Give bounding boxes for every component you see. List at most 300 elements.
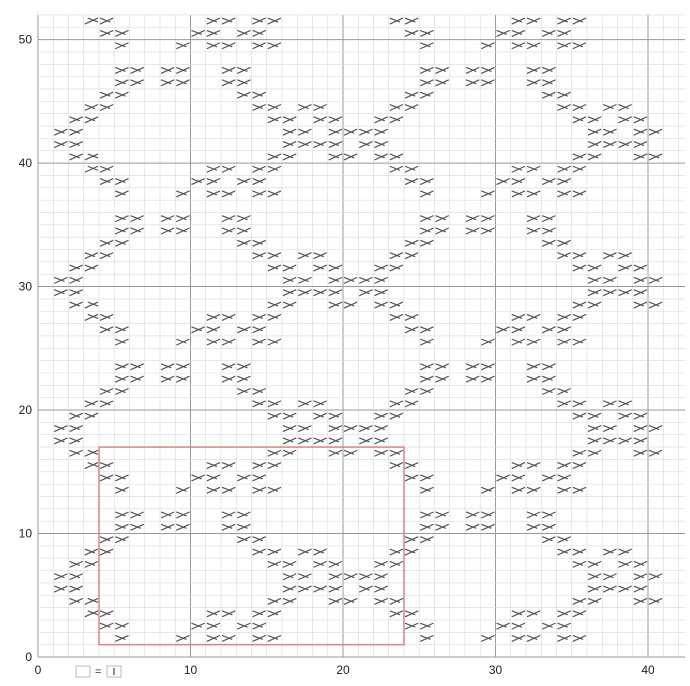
cross-stitch-symbol <box>253 30 266 36</box>
cross-stitch-symbol <box>222 216 235 222</box>
cross-stitch-symbol <box>481 512 494 518</box>
cross-stitch-symbol <box>375 574 388 580</box>
cross-stitch-symbol <box>100 240 113 246</box>
cross-stitch-symbol <box>619 142 632 148</box>
cross-stitch-symbol <box>85 450 98 456</box>
cross-stitch-symbol <box>542 524 555 530</box>
cross-stitch-symbol <box>100 327 113 333</box>
cross-stitch-symbol <box>390 611 403 617</box>
cross-stitch-symbol <box>253 240 266 246</box>
cross-stitch-symbol <box>222 524 235 530</box>
cross-stitch-symbol <box>115 228 128 234</box>
cross-stitch-symbol <box>54 426 67 432</box>
cross-stitch-symbol <box>253 179 266 185</box>
cross-stitch-symbol <box>161 512 174 518</box>
cross-stitch-symbol <box>588 290 601 296</box>
cross-stitch-symbol <box>314 290 327 296</box>
cross-stitch-symbol <box>283 142 296 148</box>
cross-stitch-symbol <box>268 265 281 271</box>
cross-stitch-symbol <box>268 302 281 308</box>
cross-stitch-symbol <box>359 586 372 592</box>
cross-stitch-symbol <box>298 142 311 148</box>
cross-stitch-symbol <box>283 117 296 123</box>
cross-stitch-symbol <box>603 586 616 592</box>
cross-stitch-symbol <box>405 253 418 259</box>
cross-stitch-symbol <box>115 179 128 185</box>
cross-stitch-symbol <box>329 277 342 283</box>
cross-stitch-symbol <box>237 92 250 98</box>
cross-stitch-symbol <box>481 191 494 197</box>
cross-stitch-symbol <box>573 43 586 49</box>
cross-stitch-symbol <box>420 475 433 481</box>
cross-stitch-symbol <box>222 314 235 320</box>
cross-stitch-symbol <box>54 438 67 444</box>
cross-stitch-symbol <box>85 611 98 617</box>
cross-stitch-symbol <box>268 191 281 197</box>
cross-stitch-symbol <box>436 228 449 234</box>
cross-stitch-symbol <box>573 413 586 419</box>
cross-stitch-symbol <box>314 586 327 592</box>
cross-stitch-symbol <box>131 512 144 518</box>
cross-stitch-symbol <box>573 401 586 407</box>
cross-stitch-symbol <box>207 463 220 469</box>
cross-stitch-symbol <box>436 80 449 86</box>
cross-stitch-symbol <box>634 574 647 580</box>
cross-stitch-symbol <box>253 635 266 641</box>
cross-stitch-symbol <box>237 216 250 222</box>
cross-stitch-symbol <box>253 389 266 395</box>
cross-stitch-symbol <box>222 364 235 370</box>
cross-stitch-symbol <box>192 179 205 185</box>
cross-stitch-symbol <box>634 142 647 148</box>
cross-stitch-symbol <box>558 401 571 407</box>
cross-stitch-symbol <box>588 265 601 271</box>
cross-stitch-symbol <box>542 179 555 185</box>
cross-stitch-symbol <box>115 376 128 382</box>
cross-stitch-symbol <box>268 450 281 456</box>
cross-stitch-symbol <box>192 327 205 333</box>
cross-stitch-symbol <box>573 105 586 111</box>
cross-stitch-symbol <box>558 487 571 493</box>
cross-stitch-symbol <box>603 438 616 444</box>
cross-stitch-symbol <box>222 80 235 86</box>
cross-stitch-symbol <box>131 376 144 382</box>
cross-stitch-symbol <box>542 537 555 543</box>
cross-stitch-symbol <box>619 586 632 592</box>
cross-stitch-symbol <box>634 129 647 135</box>
cross-stitch-symbol <box>314 117 327 123</box>
cross-stitch-symbol <box>268 487 281 493</box>
cross-stitch-symbol <box>527 228 540 234</box>
cross-stitch-symbol <box>558 18 571 24</box>
cross-stitch-symbol <box>588 574 601 580</box>
cross-stitch-symbol <box>542 92 555 98</box>
cross-stitch-symbol <box>237 475 250 481</box>
cross-stitch-symbol <box>405 549 418 555</box>
cross-stitch-symbol <box>512 327 525 333</box>
cross-stitch-symbol <box>314 265 327 271</box>
cross-stitch-symbol <box>390 463 403 469</box>
cross-stitch-symbol <box>70 598 83 604</box>
cross-stitch-symbol <box>176 635 189 641</box>
cross-stitch-symbol <box>466 216 479 222</box>
cross-stitch-symbol <box>298 253 311 259</box>
cross-stitch-symbol <box>390 450 403 456</box>
cross-stitch-symbol <box>70 129 83 135</box>
cross-stitch-symbol <box>115 92 128 98</box>
cross-stitch-symbol <box>54 290 67 296</box>
cross-stitch-symbol <box>100 253 113 259</box>
cross-stitch-symbol <box>85 302 98 308</box>
cross-stitch-symbol <box>420 67 433 73</box>
cross-stitch-symbol <box>573 635 586 641</box>
y-tick-label: 40 <box>18 156 32 171</box>
cross-stitch-symbol <box>573 611 586 617</box>
cross-stitch-symbol <box>390 561 403 567</box>
cross-stitch-symbol <box>344 598 357 604</box>
y-tick-label: 30 <box>18 279 32 294</box>
cross-stitch-symbol <box>497 30 510 36</box>
cross-stitch-symbol <box>344 277 357 283</box>
cross-stitch-symbol <box>222 43 235 49</box>
cross-stitch-symbol <box>527 67 540 73</box>
cross-stitch-symbol <box>573 339 586 345</box>
cross-stitch-symbol <box>649 574 662 580</box>
cross-stitch-symbol <box>100 623 113 629</box>
cross-stitch-symbol <box>268 413 281 419</box>
cross-stitch-symbol <box>542 623 555 629</box>
cross-stitch-symbol <box>634 450 647 456</box>
cross-stitch-symbol <box>253 611 266 617</box>
cross-stitch-symbol <box>359 129 372 135</box>
cross-stitch-symbol <box>222 512 235 518</box>
cross-stitch-symbol <box>100 30 113 36</box>
cross-stitch-symbol <box>268 463 281 469</box>
cross-stitch-symbol <box>329 586 342 592</box>
cross-stitch-symbol <box>253 105 266 111</box>
cross-stitch-symbol <box>375 438 388 444</box>
cross-stitch-symbol <box>283 129 296 135</box>
cross-stitch-symbol <box>573 191 586 197</box>
cross-stitch-symbol <box>466 80 479 86</box>
cross-stitch-symbol <box>588 277 601 283</box>
x-tick-label: 20 <box>336 663 350 677</box>
cross-stitch-symbol <box>649 129 662 135</box>
cross-stitch-symbol <box>253 92 266 98</box>
cross-stitch-symbol <box>436 524 449 530</box>
cross-stitch-symbol <box>436 67 449 73</box>
cross-stitch-symbol <box>573 302 586 308</box>
cross-stitch-symbol <box>603 142 616 148</box>
cross-stitch-symbol <box>634 302 647 308</box>
cross-stitch-symbol <box>466 67 479 73</box>
cross-stitch-symbol <box>481 487 494 493</box>
cross-stitch-symbol <box>359 277 372 283</box>
cross-stitch-symbol <box>634 438 647 444</box>
cross-stitch-symbol <box>329 426 342 432</box>
cross-stitch-symbol <box>420 327 433 333</box>
cross-stitch-symbol <box>405 105 418 111</box>
cross-stitch-symbol <box>634 598 647 604</box>
cross-stitch-symbol <box>283 302 296 308</box>
cross-stitch-symbol <box>558 166 571 172</box>
cross-stitch-symbol <box>619 105 632 111</box>
cross-stitch-symbol <box>344 302 357 308</box>
cross-stitch-symbol <box>420 240 433 246</box>
cross-stitch-symbol <box>527 191 540 197</box>
cross-stitch-symbol <box>237 30 250 36</box>
cross-stitch-symbol <box>436 376 449 382</box>
cross-stitch-symbol <box>558 623 571 629</box>
cross-stitch-symbol <box>131 216 144 222</box>
cross-stitch-symbol <box>85 105 98 111</box>
cross-stitch-symbol <box>359 426 372 432</box>
cross-stitch-symbol <box>588 598 601 604</box>
cross-stitch-symbol <box>283 438 296 444</box>
cross-stitch-symbol <box>542 376 555 382</box>
cross-stitch-symbol <box>542 30 555 36</box>
cross-stitch-symbol <box>603 401 616 407</box>
cross-stitch-symbol <box>405 92 418 98</box>
cross-stitch-symbol <box>466 376 479 382</box>
cross-stitch-symbol <box>115 524 128 530</box>
cross-stitch-symbol <box>237 537 250 543</box>
cross-stitch-symbol <box>573 549 586 555</box>
cross-stitch-symbol <box>268 253 281 259</box>
cross-stitch-symbol <box>420 389 433 395</box>
cross-stitch-symbol <box>573 166 586 172</box>
cross-stitch-symbol <box>314 105 327 111</box>
cross-stitch-symbol <box>619 561 632 567</box>
cross-stitch-symbol <box>390 18 403 24</box>
cross-stitch-symbol <box>237 389 250 395</box>
cross-stitch-symbol <box>237 80 250 86</box>
cross-stitch-symbol <box>481 67 494 73</box>
cross-stitch-symbol <box>237 327 250 333</box>
y-tick-label: 50 <box>18 32 32 47</box>
cross-stitch-symbol <box>420 635 433 641</box>
cross-stitch-symbol <box>573 265 586 271</box>
cross-stitch-symbol <box>283 450 296 456</box>
cross-stitch-symbol <box>176 524 189 530</box>
cross-stitch-symbol <box>527 635 540 641</box>
cross-stitch-symbol <box>390 302 403 308</box>
cross-stitch-symbol <box>527 364 540 370</box>
cross-stitch-symbol <box>176 67 189 73</box>
cross-stitch-symbol <box>268 105 281 111</box>
cross-stitch-symbol <box>115 635 128 641</box>
x-tick-label: 10 <box>183 663 198 677</box>
cross-stitch-symbol <box>512 635 525 641</box>
y-tick-label: 10 <box>18 526 32 541</box>
cross-stitch-symbol <box>298 438 311 444</box>
cross-stitch-symbol <box>100 92 113 98</box>
cross-stitch-symbol <box>390 401 403 407</box>
cross-stitch-symbol <box>207 327 220 333</box>
legend-equals: = <box>95 666 102 678</box>
cross-stitch-symbol <box>375 450 388 456</box>
cross-stitch-symbol <box>100 105 113 111</box>
cross-stitch-symbol <box>405 611 418 617</box>
cross-stitch-symbol <box>512 475 525 481</box>
cross-stitch-symbol <box>512 18 525 24</box>
cross-stitch-symbol <box>405 240 418 246</box>
cross-stitch-symbol <box>253 623 266 629</box>
cross-stitch-symbol <box>405 537 418 543</box>
cross-stitch-symbol <box>54 277 67 283</box>
cross-stitch-symbol <box>527 524 540 530</box>
cross-stitch-symbol <box>375 117 388 123</box>
cross-stitch-symbol <box>283 598 296 604</box>
cross-stitch-symbol <box>314 401 327 407</box>
cross-stitch-symbol <box>405 30 418 36</box>
cross-stitch-symbol <box>527 512 540 518</box>
cross-stitch-symbol <box>588 302 601 308</box>
cross-stitch-symbol <box>115 43 128 49</box>
cross-stitch-symbol <box>115 364 128 370</box>
cross-stitch-symbol <box>588 413 601 419</box>
cross-stitch-symbol <box>222 635 235 641</box>
cross-stitch-symbol <box>268 598 281 604</box>
cross-stitch-symbol <box>603 290 616 296</box>
cross-stitch-symbol <box>85 253 98 259</box>
cross-stitch-symbol <box>527 487 540 493</box>
cross-stitch-symbol <box>512 463 525 469</box>
cross-stitch-symbol <box>207 18 220 24</box>
cross-stitch-symbol <box>115 475 128 481</box>
cross-stitch-symbol <box>542 228 555 234</box>
cross-stitch-symbol <box>512 166 525 172</box>
cross-stitch-symbol <box>527 463 540 469</box>
cross-stitch-symbol <box>512 179 525 185</box>
cross-stitch-symbol <box>359 142 372 148</box>
cross-stitch-symbol <box>222 166 235 172</box>
cross-stitch-symbol <box>603 426 616 432</box>
cross-stitch-symbol <box>253 327 266 333</box>
cross-stitch-symbol <box>70 561 83 567</box>
cross-stitch-symbol <box>176 339 189 345</box>
cross-stitch-symbol <box>268 18 281 24</box>
cross-stitch-symbol <box>222 191 235 197</box>
cross-stitch-symbol <box>268 611 281 617</box>
cross-stitch-symbol <box>420 537 433 543</box>
cross-stitch-symbol <box>85 154 98 160</box>
cross-stitch-symbol <box>329 302 342 308</box>
cross-stitch-symbol <box>131 228 144 234</box>
cross-stitch-symbol <box>466 228 479 234</box>
cross-stitch-symbol <box>70 290 83 296</box>
cross-stitch-symbol <box>573 18 586 24</box>
cross-stitch-symbol <box>115 623 128 629</box>
cross-stitch-symbol <box>558 191 571 197</box>
cross-stitch-symbol <box>542 475 555 481</box>
cross-stitch-symbol <box>527 18 540 24</box>
cross-stitch-symbol <box>619 290 632 296</box>
cross-stitch-symbol <box>375 586 388 592</box>
cross-stitch-symbol <box>497 327 510 333</box>
cross-stitch-symbol <box>436 512 449 518</box>
cross-stitch-symbol <box>588 129 601 135</box>
cross-stitch-symbol <box>161 216 174 222</box>
cross-stitch-symbol <box>131 80 144 86</box>
cross-stitch-symbol <box>298 426 311 432</box>
cross-stitch-symbol <box>436 364 449 370</box>
cross-stitch-symbol <box>329 129 342 135</box>
cross-stitch-symbol <box>268 635 281 641</box>
cross-stitch-symbol <box>100 18 113 24</box>
cross-stitch-symbol <box>527 166 540 172</box>
cross-stitch-symbol <box>253 475 266 481</box>
cross-stitch-symbol <box>100 475 113 481</box>
cross-stitch-symbol <box>298 129 311 135</box>
cross-stitch-symbol <box>634 154 647 160</box>
cross-stitch-symbol <box>573 117 586 123</box>
cross-stitch-symbol <box>497 623 510 629</box>
cross-stitch-symbol <box>573 314 586 320</box>
cross-stitch-symbol <box>176 376 189 382</box>
cross-stitch-symbol <box>542 327 555 333</box>
cross-stitch-symbol <box>115 339 128 345</box>
cross-stitch-symbol <box>131 67 144 73</box>
cross-stitch-symbol <box>237 623 250 629</box>
cross-stitch-symbol <box>405 179 418 185</box>
cross-stitch-symbol <box>558 339 571 345</box>
cross-stitch-symbol <box>481 524 494 530</box>
cross-stitch-symbol <box>481 376 494 382</box>
cross-stitch-symbol <box>268 561 281 567</box>
cross-stitch-symbol <box>527 314 540 320</box>
cross-stitch-symbol <box>603 277 616 283</box>
cross-stitch-symbol <box>527 80 540 86</box>
cross-stitch-symbol <box>253 487 266 493</box>
cross-stitch-symbol <box>268 154 281 160</box>
cross-stitch-symbol <box>222 67 235 73</box>
cross-stitch-symbol <box>390 314 403 320</box>
cross-stitch-symbol <box>283 426 296 432</box>
cross-stitch-symbol <box>100 314 113 320</box>
cross-stitch-symbol <box>253 339 266 345</box>
cross-stitch-symbol <box>573 598 586 604</box>
cross-stitch-symbol <box>542 216 555 222</box>
cross-stitch-symbol <box>420 30 433 36</box>
cross-stitch-symbol <box>420 512 433 518</box>
cross-stitch-symbol <box>420 216 433 222</box>
cross-stitch-symbol <box>558 253 571 259</box>
cross-stitch-symbol <box>161 228 174 234</box>
cross-stitch-symbol <box>176 512 189 518</box>
cross-stitch-symbol <box>298 277 311 283</box>
cross-stitch-symbol <box>268 43 281 49</box>
cross-stitch-symbol <box>70 142 83 148</box>
cross-stitch-symbol <box>558 314 571 320</box>
cross-stitch-symbol <box>375 142 388 148</box>
cross-stitch-symbol <box>222 339 235 345</box>
cross-stitch-symbol <box>588 426 601 432</box>
cross-stitch-symbol <box>85 314 98 320</box>
cross-stitch-symbol <box>176 43 189 49</box>
cross-stitch-symbol <box>70 450 83 456</box>
cross-stitch-symbol <box>481 635 494 641</box>
cross-stitch-symbol <box>85 401 98 407</box>
cross-stitch-symbol <box>527 43 540 49</box>
cross-stitch-symbol <box>85 549 98 555</box>
cross-stitch-symbol <box>466 512 479 518</box>
cross-stitch-symbol <box>634 413 647 419</box>
cross-stitch-symbol <box>558 179 571 185</box>
cross-stitch-symbol <box>649 450 662 456</box>
cross-stitch-symbol <box>390 253 403 259</box>
cross-stitch-symbol <box>100 166 113 172</box>
